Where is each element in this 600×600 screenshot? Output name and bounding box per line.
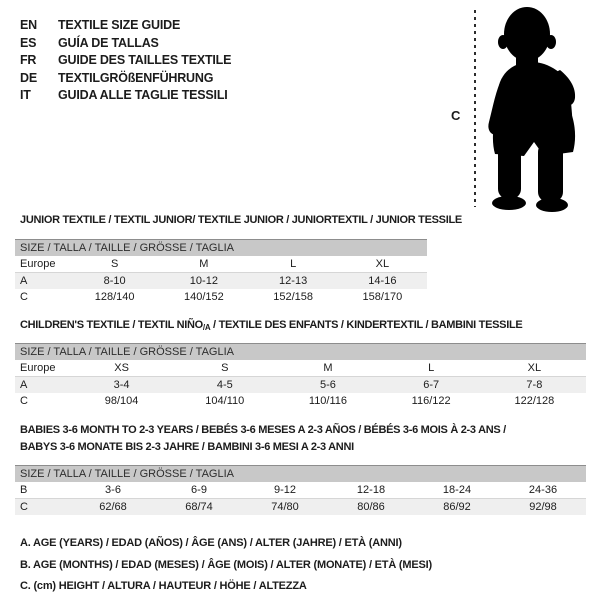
table-header-row	[15, 344, 586, 361]
babies-table-container	[15, 465, 586, 515]
section-title-babies	[20, 422, 506, 456]
size-cell: 12-18	[328, 482, 414, 499]
section-title-children-sub: /A	[202, 323, 211, 332]
size-cell: 6-9	[156, 482, 242, 499]
language-title: TEXTILGRÖßENFÜHRUNG	[58, 70, 214, 85]
section-title-children-rest: / TEXTILE DES ENFANTS / KINDERTEXTIL / BAMBINI TESSILE	[210, 319, 523, 331]
size-cell: L	[380, 360, 483, 377]
section-title-junior: JUNIOR TEXTILE / TEXTIL JUNIOR/ TEXTILE JUNIOR / JUNIORTEXTIL / JUNIOR TESSILE	[20, 214, 462, 226]
row-label: A	[15, 273, 70, 290]
table-row-height	[15, 393, 586, 409]
row-label: B	[15, 482, 70, 499]
section-title-children-main: CHILDREN'S TEXTILE / TEXTIL NIÑO	[20, 319, 203, 331]
size-cell: 140/152	[183, 291, 224, 303]
footnote-c: C. (cm) HEIGHT / ALTURA / HAUTEUR / HÖHE / ALTEZZA	[20, 580, 307, 592]
row-label: A	[15, 377, 70, 394]
table-header-row	[15, 240, 427, 257]
size-cell: 6-7	[380, 377, 483, 394]
table-row-age-months	[15, 482, 586, 499]
language-row-it	[20, 87, 231, 105]
size-cell: 98/104	[104, 395, 139, 407]
table-header-row	[15, 466, 586, 483]
size-cell: 8-10	[70, 273, 159, 290]
footnotes	[20, 533, 432, 598]
size-cell: 18-24	[414, 482, 500, 499]
language-title: GUIDA ALLE TAGLIE TESSILI	[58, 88, 228, 102]
size-cell: 152/158	[273, 291, 313, 303]
table-row-age	[15, 273, 427, 290]
children-table-container	[15, 343, 586, 409]
language-title-list	[20, 17, 231, 105]
footnote-b: B. AGE (MONTHS) / EDAD (MESES) / ÂGE (MOIS) / ALTER (MONATE) / ETÀ (MESI)	[20, 558, 432, 571]
size-cell: S	[70, 256, 159, 273]
language-code: FR	[20, 53, 37, 67]
size-cell: M	[159, 256, 248, 273]
table-row-height	[15, 499, 586, 516]
size-cell: 80/86	[328, 499, 414, 516]
size-cell: XS	[70, 360, 173, 377]
size-cell: 110/116	[308, 395, 348, 407]
size-cell: 122/128	[514, 395, 555, 407]
size-cell: XL	[483, 360, 586, 377]
height-measure-dashed-line	[474, 10, 476, 207]
section-title-babies-line2: BABYS 3-6 MONATE BIS 2-3 JAHRE / BAMBINI 3-6 MESI A 2-3 ANNI	[20, 441, 354, 453]
row-label: Europe	[15, 360, 70, 377]
language-code: EN	[20, 18, 37, 32]
language-code: DE	[20, 70, 37, 85]
language-title: GUÍA DE TALLAS	[58, 35, 159, 50]
size-cell: 128/140	[94, 291, 135, 303]
language-code: ES	[20, 35, 37, 50]
table-row-europe	[15, 360, 586, 377]
language-title: TEXTILE SIZE GUIDE	[58, 18, 181, 32]
row-label: C	[20, 395, 28, 407]
size-cell: 92/98	[500, 499, 586, 516]
table-row-age	[15, 377, 586, 394]
language-row-es	[20, 35, 231, 53]
size-cell: 86/92	[414, 499, 500, 516]
size-cell: 9-12	[242, 482, 328, 499]
size-cell: 74/80	[242, 499, 328, 516]
footnote-a: A. AGE (YEARS) / EDAD (AÑOS) / ÂGE (ANS) / ALTER (JAHRE) / ETÀ (ANNI)	[20, 537, 402, 549]
junior-table-container	[15, 239, 427, 305]
size-cell: 3-4	[70, 377, 173, 394]
language-row-en	[20, 17, 231, 35]
children-size-table	[15, 343, 586, 409]
size-cell: 104/110	[205, 395, 245, 407]
size-cell: 5-6	[276, 377, 379, 394]
size-cell: 12-13	[249, 273, 338, 290]
size-cell: 24-36	[500, 482, 586, 499]
toddler-silhouette	[486, 4, 586, 212]
language-title: GUIDE DES TAILLES TEXTILE	[58, 53, 232, 67]
size-cell: 4-5	[173, 377, 276, 394]
section-title-babies-line1: BABIES 3-6 MONTH TO 2-3 YEARS / BEBÉS 3-6 MESES A 2-3 AÑOS / BÉBÉS 3-6 MOIS À 2-3 ANS /	[20, 424, 506, 436]
table-row-europe	[15, 256, 427, 273]
size-cell: 3-6	[70, 482, 156, 499]
table-row-height	[15, 289, 427, 305]
section-title-children	[20, 319, 522, 332]
row-label: Europe	[15, 256, 70, 273]
size-cell: 68/74	[156, 499, 242, 516]
size-header-cell: SIZE / TALLA / TAILLE / GRÖSSE / TAGLIA	[15, 466, 586, 483]
row-label: C	[20, 291, 28, 303]
language-row-de	[20, 70, 231, 88]
language-code: IT	[20, 88, 31, 102]
size-cell: M	[276, 360, 379, 377]
size-cell: S	[173, 360, 276, 377]
size-cell: XL	[338, 256, 427, 273]
junior-size-table	[15, 239, 427, 305]
size-cell: 62/68	[70, 499, 156, 516]
size-header-cell: SIZE / TALLA / TAILLE / GRÖSSE / TAGLIA	[15, 344, 586, 361]
size-cell: 14-16	[338, 273, 427, 290]
height-measure-label: C	[451, 108, 461, 123]
row-label: C	[15, 499, 70, 516]
size-cell: 116/122	[411, 395, 451, 407]
language-row-fr	[20, 52, 231, 70]
size-cell: 10-12	[159, 273, 248, 290]
size-cell: 158/170	[362, 291, 403, 303]
size-cell: L	[249, 256, 338, 273]
babies-size-table	[15, 465, 586, 515]
size-cell: 7-8	[483, 377, 586, 394]
size-header-cell: SIZE / TALLA / TAILLE / GRÖSSE / TAGLIA	[15, 240, 427, 257]
